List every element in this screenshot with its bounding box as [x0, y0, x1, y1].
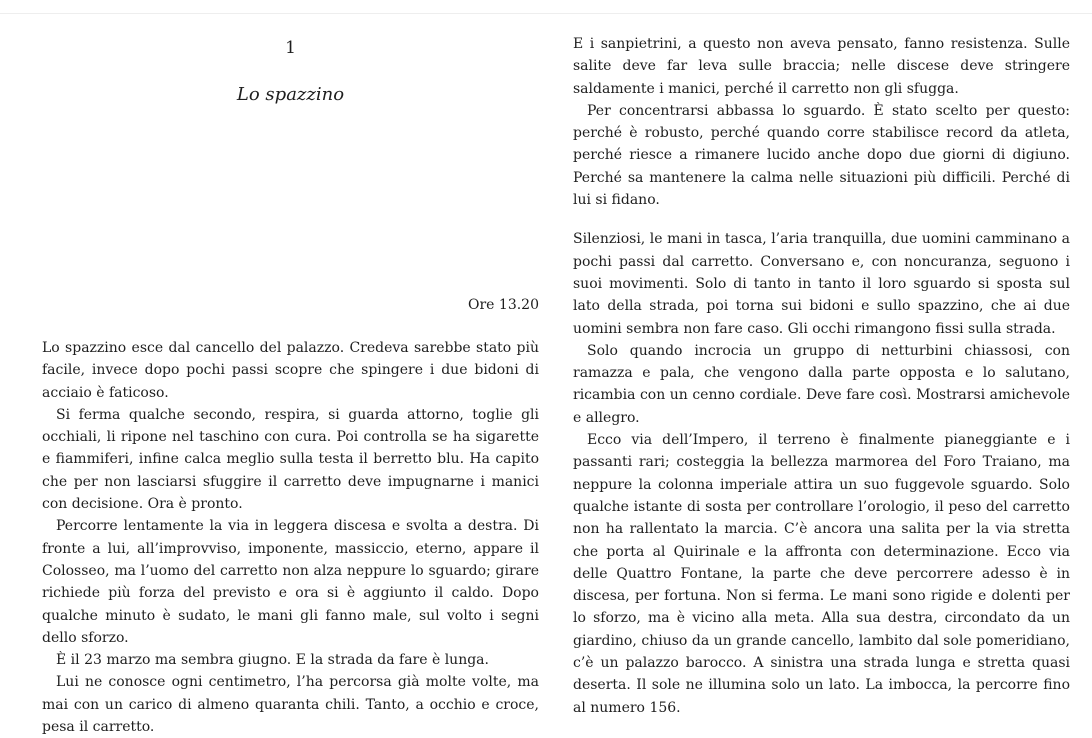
paragraph: Solo quando incrocia un gruppo di netturbini chiassosi, con ramazza e pala, che vengono dalla parte opposta e lo salutano, ricambia con un cenno cordiale. Deve fare così. Mostrarsi amichevole e allegro.: [573, 342, 1070, 426]
paragraph: Lo spazzino esce dal cancello del palazzo. Credeva sarebbe stato più facile, invece dopo pochi passi scopre che spingere i due bidoni di acciaio è faticoso.: [42, 340, 539, 401]
section-break: [573, 211, 1070, 228]
paragraph: Ecco via dell’Impero, il terreno è finalmente pianeggiante e i passanti rari; costeggia la bellezza marmorea del Foro Traiano, ma neppure la colonna imperiale attira un suo fuggevole sguardo. Solo qualche istante di sosta per controllare l’orologio, il peso del carretto non ha rallentato la marcia. C’è ancora una salita per la via stretta che porta al Quirinale e la affronta con determinazione. Ecco via delle Quattro Fontane, la parte che deve percorrere adesso è in discesa, per fortuna. Non si ferma. Le mani sono rigide e dolenti per lo sforzo, ma è vicino alla meta. Alla sua destra, circondato da un giardino, chiuso da un grande cancello, lambito dal sole pomeridiano, c’è un palazzo barocco. A sinistra una strada lunga e stretta quasi deserta. Il sole ne illumina solo un lato. La imbocca, la percorre fino al numero 156.: [573, 432, 1070, 716]
paragraph: Percorre lentamente la via in leggera discesa e svolta a destra. Di fronte a lui, all’improvviso, imponente, massiccio, eterno, appare il Colosseo, ma l’uomo del carretto non alza neppure lo sguardo; girare richiede più forza del previsto e ora si è aggiunto il caldo. Dopo qualche minuto è sudato, le mani gli fanno male, sul volto i segni dello sforzo.: [42, 518, 539, 646]
section-time: Ore 13.20: [468, 297, 539, 313]
left-page-text: [42, 337, 539, 738]
paragraph: E i sanpietrini, a questo non aveva pensato, fanno resistenza. Sulle salite deve far leva sulle braccia; nelle discese deve stringere saldamente i manici, perché il carretto non gli sfugga.: [573, 36, 1070, 97]
paragraph: Per concentrarsi abbassa lo sguardo. È stato scelto per questo: perché è robusto, perché quando corre stabilisce record da atleta, perché riesce a rimanere lucido anche dopo due giorni di digiuno. Perché sa mantenere la calma nelle situazioni più difficili. Perché di lui si fidano.: [573, 102, 1070, 209]
paragraph: Si ferma qualche secondo, respira, si guarda attorno, toglie gli occhiali, li ripone nel taschino con cura. Poi controlla se ha sigarette e fiammiferi, infine calca meglio sulla testa il berretto blu. Ha capito che per non lasciarsi sfuggire il carretto deve impugnarne i manici con decisione. Ora è pronto.: [42, 406, 539, 513]
paragraph: Lui ne conosce ogni centimetro, l’ha percorsa già molte volte, ma mai con un carico di almeno quaranta chili. Tanto, a occhio e croce, pesa il carretto.: [42, 674, 539, 736]
right-page-text: [573, 33, 1070, 719]
chapter-title: Lo spazzino: [236, 84, 345, 105]
paragraph: Silenziosi, le mani in tasca, l’aria tranquilla, due uomini camminano a pochi passi dal carretto. Conversano e, con noncuranza, seguono i suoi movimenti. Solo di tanto in tanto il loro sguardo si sposta sul lato della strada, poi torna sui bidoni e sullo spazzino, che ai due uomini sembra non fare caso. Gli occhi rimangono fissi sulla strada.: [573, 231, 1070, 337]
paragraph: È il 23 marzo ma sembra giugno. E la strada da fare è lunga.: [56, 652, 489, 669]
chapter-number: 1: [285, 38, 296, 58]
top-divider: [0, 13, 1092, 14]
